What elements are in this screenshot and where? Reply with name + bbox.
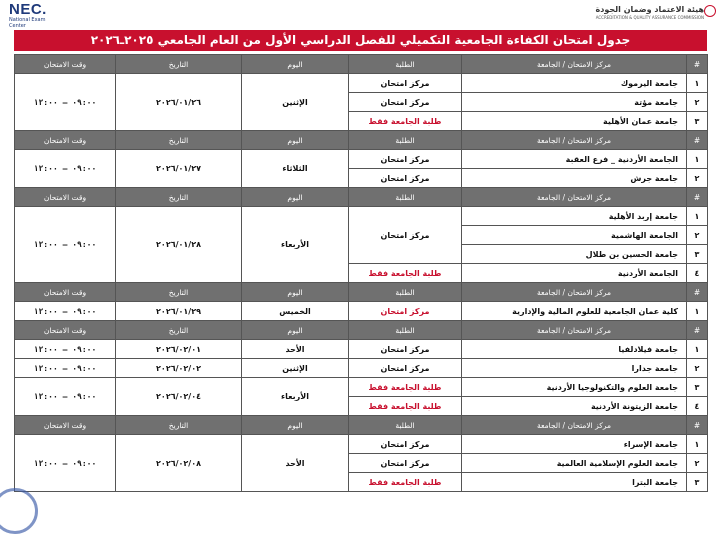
table-row	[15, 207, 708, 226]
day-cell: الأحد	[242, 340, 349, 359]
header-day: اليوم	[242, 416, 349, 435]
row-number: ٣	[687, 112, 708, 131]
students-cell: طلبة الجامعة فقط	[349, 473, 462, 492]
students-cell: مركز امتحان	[349, 359, 462, 378]
header-num: #	[687, 416, 708, 435]
university-name: جامعة العلوم والتكنولوجيا الأردنية	[462, 378, 687, 397]
row-number: ١	[687, 340, 708, 359]
header-day: اليوم	[242, 131, 349, 150]
students-cell: طلبة الجامعة فقط	[349, 397, 462, 416]
header-date: التاريخ	[116, 188, 242, 207]
date-cell: ٢٠٢٦/٠١/٢٨	[116, 207, 242, 283]
university-name: الجامعة الأردنية _ فرع العقبة	[462, 150, 687, 169]
students-cell: مركز امتحان	[349, 169, 462, 188]
header-time: وقت الامتحان	[15, 416, 116, 435]
day-cell: الخميس	[242, 302, 349, 321]
table-row	[15, 435, 708, 454]
group-header-row	[15, 321, 708, 340]
date-cell: ٢٠٢٦/٠١/٢٦	[116, 74, 242, 131]
header-students: الطلبة	[349, 321, 462, 340]
header-time: وقت الامتحان	[15, 131, 116, 150]
header-day: اليوم	[242, 283, 349, 302]
university-name: جامعة اليرموك	[462, 74, 687, 93]
university-name: جامعة جدارا	[462, 359, 687, 378]
header-students: الطلبة	[349, 55, 462, 74]
students-cell: مركز امتحان	[349, 454, 462, 473]
row-number: ٢	[687, 454, 708, 473]
header-time: وقت الامتحان	[15, 188, 116, 207]
row-number: ١	[687, 435, 708, 454]
table-row	[15, 302, 708, 321]
group-header-row	[15, 283, 708, 302]
time-cell: ٠٩:٠٠ – ١٢:٠٠	[15, 150, 116, 188]
header-date: التاريخ	[116, 416, 242, 435]
table-row	[15, 150, 708, 169]
header-center: مركز الامتحان / الجامعة	[462, 416, 687, 435]
header-center: مركز الامتحان / الجامعة	[462, 283, 687, 302]
university-name: جامعة الزيتونة الأردنية	[462, 397, 687, 416]
date-cell: ٢٠٢٦/٠١/٢٧	[116, 150, 242, 188]
row-number: ١	[687, 74, 708, 93]
header-center: مركز الامتحان / الجامعة	[462, 188, 687, 207]
time-cell: ٠٩:٠٠ – ١٢:٠٠	[15, 74, 116, 131]
row-number: ٢	[687, 226, 708, 245]
row-number: ٢	[687, 93, 708, 112]
students-cell: مركز امتحان	[349, 435, 462, 454]
header-date: التاريخ	[116, 321, 242, 340]
commission-emblem-icon	[704, 5, 716, 17]
date-cell: ٢٠٢٦/٠٢/٠٤	[116, 378, 242, 416]
commission-name-en: ACCREDITATION & QUALITY ASSURANCE COMMISSION	[595, 15, 704, 20]
university-name: جامعة فيلادلفيا	[462, 340, 687, 359]
header-day: اليوم	[242, 55, 349, 74]
nec-logo	[9, 2, 59, 29]
row-number: ٣	[687, 378, 708, 397]
university-name: الجامعة الأردنية	[462, 264, 687, 283]
row-number: ٣	[687, 473, 708, 492]
commission-name-ar: هيئة الاعتماد وضمان الجودة	[595, 5, 704, 14]
students-cell: طلبة الجامعة فقط	[349, 112, 462, 131]
university-name: جامعة مؤتة	[462, 93, 687, 112]
table-row	[15, 359, 708, 378]
students-cell: طلبة الجامعة فقط	[349, 264, 462, 283]
day-cell: الثلاثاء	[242, 150, 349, 188]
day-cell: الإثنين	[242, 74, 349, 131]
row-number: ٢	[687, 169, 708, 188]
day-cell: الإثنين	[242, 359, 349, 378]
university-name: كلية عمان الجامعية للعلوم المالية والإدارية	[462, 302, 687, 321]
header-center: مركز الامتحان / الجامعة	[462, 55, 687, 74]
header-day: اليوم	[242, 188, 349, 207]
row-number: ٢	[687, 359, 708, 378]
university-name: جامعة الإسراء	[462, 435, 687, 454]
students-cell: مركز امتحان	[349, 340, 462, 359]
date-cell: ٢٠٢٦/٠٢/٠١	[116, 340, 242, 359]
header-students: الطلبة	[349, 188, 462, 207]
header-center: مركز الامتحان / الجامعة	[462, 321, 687, 340]
row-number: ٤	[687, 264, 708, 283]
time-cell: ٠٩:٠٠ – ١٢:٠٠	[15, 207, 116, 283]
header-date: التاريخ	[116, 55, 242, 74]
document-title: جدول امتحان الكفاءة الجامعية التكميلي للفصل الدراسي الأول من العام الجامعي ٢٠٢٥ـ٢٠٢٦	[14, 30, 707, 51]
time-cell: ٠٩:٠٠ – ١٢:٠٠	[15, 302, 116, 321]
students-cell: طلبة الجامعة فقط	[349, 378, 462, 397]
row-number: ١	[687, 207, 708, 226]
header-num: #	[687, 283, 708, 302]
university-name: جامعة إربد الأهلية	[462, 207, 687, 226]
students-cell: مركز امتحان	[349, 93, 462, 112]
header-time: وقت الامتحان	[15, 321, 116, 340]
day-cell: الأربعاء	[242, 207, 349, 283]
university-name: جامعة الحسين بن طلال	[462, 245, 687, 264]
table-row	[15, 378, 708, 397]
nec-logo-text: NEC.	[9, 1, 47, 18]
header-day: اليوم	[242, 321, 349, 340]
students-cell: مركز امتحان	[349, 150, 462, 169]
header-num: #	[687, 131, 708, 150]
header-num: #	[687, 55, 708, 74]
group-header-row	[15, 131, 708, 150]
students-cell: مركز امتحان	[349, 74, 462, 93]
table-row	[15, 74, 708, 93]
official-stamp	[0, 488, 38, 534]
date-cell: ٢٠٢٦/٠٢/٠٢	[116, 359, 242, 378]
group-header-row	[15, 416, 708, 435]
day-cell: الأربعاء	[242, 378, 349, 416]
exam-schedule-table	[14, 54, 708, 492]
row-number: ١	[687, 302, 708, 321]
date-cell: ٢٠٢٦/٠١/٢٩	[116, 302, 242, 321]
page-header	[0, 0, 720, 30]
date-cell: ٢٠٢٦/٠٢/٠٨	[116, 435, 242, 492]
header-num: #	[687, 321, 708, 340]
header-students: الطلبة	[349, 283, 462, 302]
header-date: التاريخ	[116, 283, 242, 302]
nec-logo-subtitle: National Exam Center	[9, 17, 46, 29]
row-number: ١	[687, 150, 708, 169]
commission-logo	[596, 5, 704, 20]
row-number: ٤	[687, 397, 708, 416]
university-name: جامعة جرش	[462, 169, 687, 188]
time-cell: ٠٩:٠٠ – ١٢:٠٠	[15, 435, 116, 492]
header-students: الطلبة	[349, 131, 462, 150]
group-header-row	[15, 188, 708, 207]
university-name: الجامعة الهاشمية	[462, 226, 687, 245]
group-header-row	[15, 55, 708, 74]
header-time: وقت الامتحان	[15, 283, 116, 302]
university-name: جامعة عمان الأهلية	[462, 112, 687, 131]
students-cell: مركز امتحان	[349, 207, 462, 264]
header-num: #	[687, 188, 708, 207]
header-center: مركز الامتحان / الجامعة	[462, 131, 687, 150]
header-time: وقت الامتحان	[15, 55, 116, 74]
header-students: الطلبة	[349, 416, 462, 435]
students-cell: مركز امتحان	[349, 302, 462, 321]
header-date: التاريخ	[116, 131, 242, 150]
time-cell: ٠٩:٠٠ – ١٢:٠٠	[15, 378, 116, 416]
day-cell: الأحد	[242, 435, 349, 492]
table-row	[15, 340, 708, 359]
time-cell: ٠٩:٠٠ – ١٢:٠٠	[15, 359, 116, 378]
row-number: ٣	[687, 245, 708, 264]
schedule-body	[15, 55, 708, 492]
university-name: جامعة البترا	[462, 473, 687, 492]
time-cell: ٠٩:٠٠ – ١٢:٠٠	[15, 340, 116, 359]
university-name: جامعة العلوم الإسلامية العالمية	[462, 454, 687, 473]
